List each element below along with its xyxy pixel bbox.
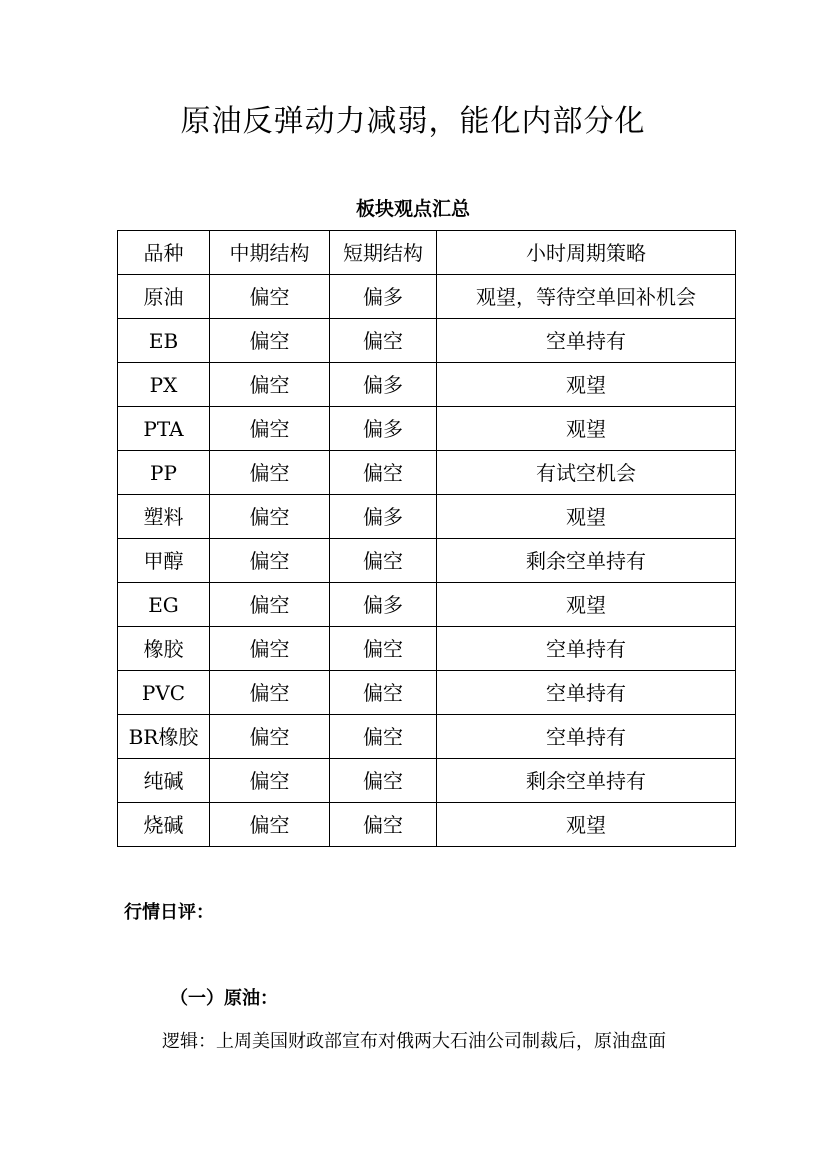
cell-mid-term: 偏空: [210, 627, 330, 671]
cell-hourly-strategy: 空单持有: [437, 715, 736, 759]
cell-short-term: 偏空: [330, 451, 437, 495]
table-row: [118, 495, 736, 539]
column-header-short-term: 短期结构: [330, 231, 437, 275]
table-caption: 板块观点汇总: [355, 198, 470, 220]
cell-short-term: 偏空: [330, 759, 437, 803]
column-header-variety: 品种: [118, 231, 210, 275]
cell-short-term: 偏多: [330, 407, 437, 451]
document-title: 原油反弹动力减弱，能化内部分化: [180, 104, 646, 139]
market-commentary-label: 行情日评：: [124, 902, 214, 923]
cell-short-term: 偏多: [330, 275, 437, 319]
table-row: [118, 583, 736, 627]
cell-variety: PX: [118, 363, 210, 407]
cell-hourly-strategy: 观望: [437, 583, 736, 627]
table-row: [118, 451, 736, 495]
cell-hourly-strategy: 剩余空单持有: [437, 539, 736, 583]
cell-mid-term: 偏空: [210, 671, 330, 715]
cell-short-term: 偏空: [330, 671, 437, 715]
cell-mid-term: 偏空: [210, 451, 330, 495]
cell-hourly-strategy: 空单持有: [437, 627, 736, 671]
table-body: [118, 275, 736, 847]
cell-short-term: 偏空: [330, 319, 437, 363]
table-row: [118, 715, 736, 759]
sector-views-table: [117, 230, 736, 847]
cell-mid-term: 偏空: [210, 319, 330, 363]
crude-oil-section-heading: （一）原油：: [170, 988, 278, 1009]
cell-mid-term: 偏空: [210, 495, 330, 539]
cell-mid-term: 偏空: [210, 539, 330, 583]
cell-hourly-strategy: 剩余空单持有: [437, 759, 736, 803]
cell-variety: 烧碱: [118, 803, 210, 847]
cell-mid-term: 偏空: [210, 275, 330, 319]
column-header-mid-term: 中期结构: [210, 231, 330, 275]
cell-mid-term: 偏空: [210, 363, 330, 407]
cell-hourly-strategy: 有试空机会: [437, 451, 736, 495]
table-row: [118, 671, 736, 715]
cell-short-term: 偏多: [330, 363, 437, 407]
cell-mid-term: 偏空: [210, 759, 330, 803]
crude-oil-paragraph: 逻辑：上周美国财政部宣布对俄两大石油公司制裁后，原油盘面: [162, 1031, 666, 1052]
cell-hourly-strategy: 观望: [437, 407, 736, 451]
cell-short-term: 偏空: [330, 539, 437, 583]
cell-short-term: 偏多: [330, 583, 437, 627]
cell-variety: EB: [118, 319, 210, 363]
cell-hourly-strategy: 观望: [437, 495, 736, 539]
cell-variety: 原油: [118, 275, 210, 319]
table-row: [118, 627, 736, 671]
cell-mid-term: 偏空: [210, 803, 330, 847]
cell-mid-term: 偏空: [210, 715, 330, 759]
cell-hourly-strategy: 观望，等待空单回补机会: [437, 275, 736, 319]
cell-variety: PVC: [118, 671, 210, 715]
cell-variety: 甲醇: [118, 539, 210, 583]
table-row: [118, 275, 736, 319]
table-header-row: [118, 231, 736, 275]
cell-mid-term: 偏空: [210, 407, 330, 451]
cell-variety: PTA: [118, 407, 210, 451]
table-row: [118, 407, 736, 451]
cell-short-term: 偏空: [330, 627, 437, 671]
cell-variety: 塑料: [118, 495, 210, 539]
cell-mid-term: 偏空: [210, 583, 330, 627]
column-header-hourly-strategy: 小时周期策略: [437, 231, 736, 275]
cell-hourly-strategy: 空单持有: [437, 671, 736, 715]
cell-short-term: 偏空: [330, 803, 437, 847]
table-row: [118, 539, 736, 583]
table-row: [118, 759, 736, 803]
table-row: [118, 803, 736, 847]
cell-short-term: 偏多: [330, 495, 437, 539]
cell-short-term: 偏空: [330, 715, 437, 759]
cell-hourly-strategy: 观望: [437, 803, 736, 847]
cell-variety: EG: [118, 583, 210, 627]
cell-hourly-strategy: 观望: [437, 363, 736, 407]
table-row: [118, 319, 736, 363]
cell-variety: BR橡胶: [118, 715, 210, 759]
table-row: [118, 363, 736, 407]
cell-variety: 橡胶: [118, 627, 210, 671]
cell-hourly-strategy: 空单持有: [437, 319, 736, 363]
cell-variety: PP: [118, 451, 210, 495]
cell-variety: 纯碱: [118, 759, 210, 803]
